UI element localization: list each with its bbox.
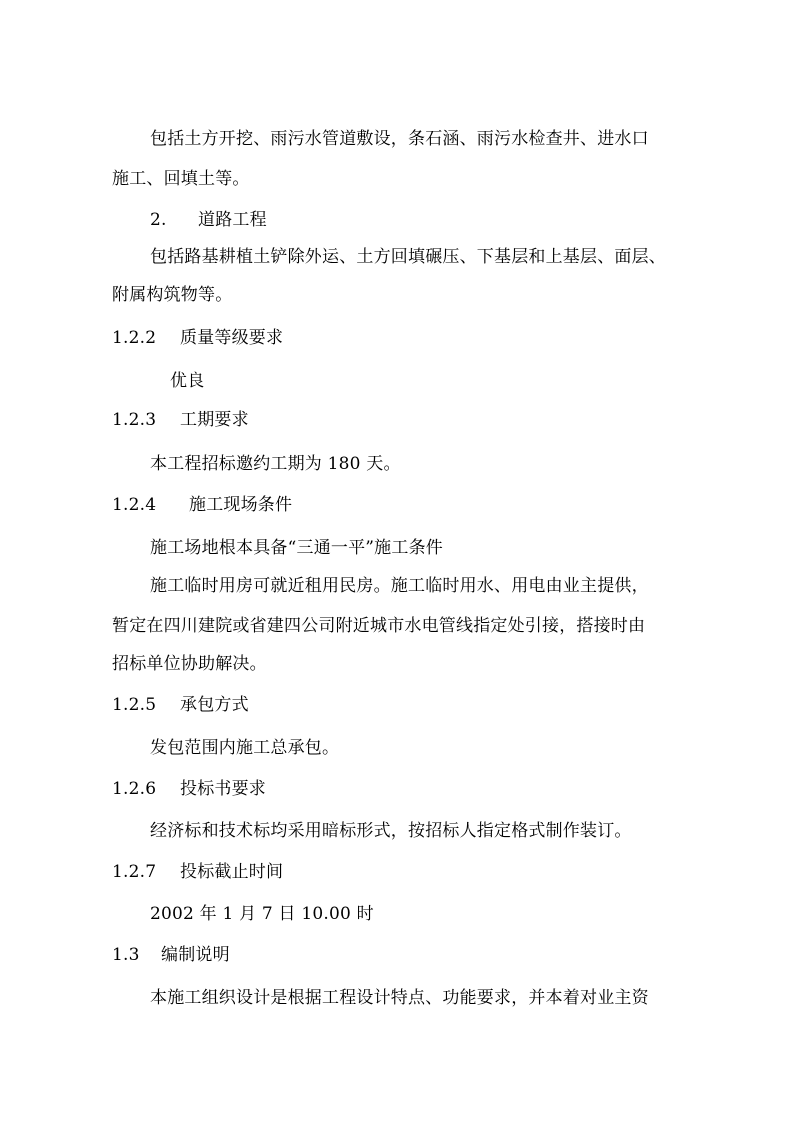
section-number: 1.2.4 xyxy=(112,495,157,515)
paragraph-2-line-2: 附属构筑物等。 xyxy=(112,285,233,305)
paragraph-1-line-2: 施工、回填土等。 xyxy=(112,169,250,189)
section-heading-123 xyxy=(112,409,249,431)
section-heading-126 xyxy=(112,778,266,800)
section-number: 1.2.5 xyxy=(112,695,157,715)
section-heading-124 xyxy=(112,494,292,516)
section-title: 工期要求 xyxy=(180,410,249,430)
paragraph-1-line-1: 包括土方开挖、雨污水管道敷设，条石涵、雨污水检查井、进水口 xyxy=(150,129,649,149)
section-125-text: 发包范围内施工总承包。 xyxy=(150,738,340,758)
section-title: 施工现场条件 xyxy=(189,495,293,515)
section-title: 质量等级要求 xyxy=(180,328,284,348)
section-124-text-2-line-2: 暂定在四川建院或省建四公司附近城市水电管线指定处引接，搭接时由 xyxy=(112,616,646,636)
section-heading-127 xyxy=(112,861,283,883)
section-124-text-1: 施工场地根本具备“三通一平”施工条件 xyxy=(150,538,443,558)
section-title: 投标截止时间 xyxy=(180,862,284,882)
section-127-text: 2002 年 1 月 7 日 10.00 时 xyxy=(150,904,374,924)
section-number: 1.2.2 xyxy=(112,328,157,348)
section-heading-125 xyxy=(112,694,249,716)
section-13-text: 本施工组织设计是根据工程设计特点、功能要求，并本着对业主资 xyxy=(150,988,649,1008)
section-title: 投标书要求 xyxy=(180,779,266,799)
section-126-text: 经济标和技术标均采用暗标形式，按招标人指定格式制作装订。 xyxy=(150,821,632,841)
section-heading-122 xyxy=(112,327,283,349)
section-title: 编制说明 xyxy=(161,945,230,965)
section-124-text-2-line-3: 招标单位协助解决。 xyxy=(112,654,267,674)
section-124-text-2-line-1: 施工临时用房可就近租用民房。施工临时用水、用电由业主提供， xyxy=(150,576,649,596)
section-number: 1.2.3 xyxy=(112,410,157,430)
paragraph-2-line-1: 包括路基耕植土铲除外运、土方回填碾压、下基层和上基层、面层、 xyxy=(150,247,666,267)
section-number: 1.2.7 xyxy=(112,862,157,882)
section-title: 道路工程 xyxy=(198,210,267,230)
section-123-text: 本工程招标邀约工期为 180 天。 xyxy=(150,454,401,474)
section-122-text: 优良 xyxy=(170,371,205,391)
section-heading-13 xyxy=(112,944,230,966)
section-number: 1.2.6 xyxy=(112,779,157,799)
section-number: 1.3 xyxy=(112,945,140,965)
section-number: 2. xyxy=(150,210,167,230)
section-heading-2 xyxy=(150,209,267,231)
section-title: 承包方式 xyxy=(180,695,249,715)
